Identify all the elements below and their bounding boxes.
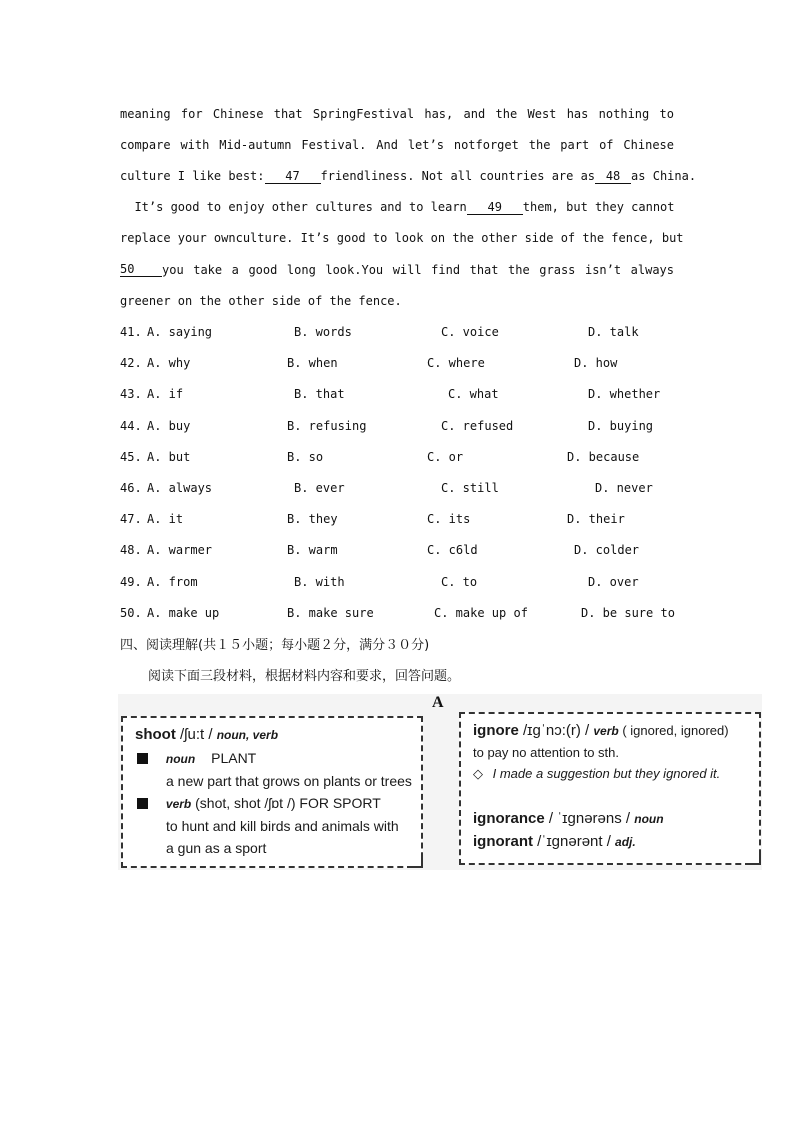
option-b: B. refusing [287, 419, 367, 433]
option-c: C. where [427, 356, 485, 370]
option-d: D. colder [574, 543, 640, 557]
option-d: D. their [567, 512, 625, 526]
option-b: B. ever [294, 481, 345, 495]
option-d: D. whether [588, 387, 661, 401]
verb-definition-line-1: to hunt and kill birds and animals with [166, 818, 399, 834]
verb-tag: verb [165, 797, 192, 811]
option-c: C. to [441, 575, 478, 589]
option-a: A. warmer [147, 543, 213, 557]
question-number: 50. [120, 606, 142, 620]
related-word-adj [473, 833, 636, 850]
passage-line-1: meaning for Chinese that SpringFestival has, and the West has nothing to [120, 107, 674, 121]
pronunciation: /ʃu:t / [175, 726, 217, 743]
dictionary-entry-shoot [121, 716, 423, 868]
corner-flourish [745, 853, 761, 865]
question-number: 44. [120, 419, 142, 433]
corner-flourish [407, 856, 423, 868]
square-bullet-icon [137, 798, 148, 809]
question-number: 42. [120, 356, 142, 370]
option-c: C. make up of [434, 606, 528, 620]
option-b: B. make sure [287, 606, 374, 620]
dictionary-entry-ignore [459, 712, 761, 865]
option-c: C. voice [441, 325, 499, 339]
example [473, 766, 720, 782]
option-b: B. with [294, 575, 345, 589]
noun-sense [137, 750, 256, 766]
square-bullet-icon [137, 753, 148, 764]
part-of-speech: noun, verb [216, 728, 279, 742]
option-d: D. be sure to [581, 606, 675, 620]
blank-48: 48 [595, 170, 631, 184]
noun-tag: noun [165, 752, 196, 766]
passage-text: It’s good to enjoy other cultures and to learn [120, 200, 467, 214]
question-number: 46. [120, 481, 142, 495]
option-c: C. what [448, 387, 499, 401]
option-c: C. refused [441, 419, 514, 433]
definition: to pay no attention to sth. [473, 745, 619, 760]
passage-line-4 [120, 200, 674, 215]
option-b: B. words [294, 325, 352, 339]
section-instruction: 阅读下面三段材料，根据材料内容和要求，回答问题。 [148, 669, 461, 684]
verb-forms: (shot, shot /ʃɒt /) FOR SPORT [191, 795, 381, 811]
option-c: C. still [441, 481, 499, 495]
option-d: D. how [574, 356, 618, 370]
option-a: A. saying [147, 325, 213, 339]
figure-label: A [432, 694, 444, 711]
headword: ignore [473, 722, 519, 739]
headword: ignorance [473, 810, 545, 827]
option-d: D. over [588, 575, 639, 589]
part-of-speech: verb [593, 724, 619, 738]
option-b: B. when [287, 356, 338, 370]
blank-50: 50 [120, 263, 162, 277]
passage-line-7: greener on the other side of the fence. [120, 294, 402, 308]
option-a: A. but [147, 450, 191, 464]
passage-text: as China. [631, 169, 697, 183]
option-d: D. talk [588, 325, 639, 339]
related-word-noun [473, 810, 664, 827]
passage-line-3 [120, 169, 697, 184]
headword: ignorant [473, 833, 533, 850]
option-b: B. warm [287, 543, 338, 557]
option-a: A. it [147, 512, 184, 526]
entry-headline [473, 722, 729, 739]
question-number: 41. [120, 325, 142, 339]
option-a: A. buy [147, 419, 191, 433]
passage-text: you take a good long look.You will find that the grass isn’t always [162, 263, 674, 277]
question-number: 45. [120, 450, 142, 464]
option-a: A. why [147, 356, 191, 370]
passage-line-5: replace your ownculture. It’s good to look on the other side of the fence, but [120, 231, 684, 245]
pronunciation: /ˈɪgnərənt / [533, 833, 616, 850]
option-a: A. from [147, 575, 198, 589]
option-a: A. always [147, 481, 213, 495]
question-number: 43. [120, 387, 142, 401]
pronunciation: / ˈɪgnərəns / [544, 810, 635, 827]
option-b: B. they [287, 512, 338, 526]
blank-47: 47 [265, 170, 321, 184]
option-d: D. never [595, 481, 653, 495]
option-c: C. c6ld [427, 543, 478, 557]
diamond-bullet-icon: ◇ [473, 766, 483, 781]
passage-text: friendliness. Not all countries are as [320, 169, 596, 183]
passage-line-6 [120, 263, 674, 277]
verb-definition-line-2: a gun as a sport [166, 840, 267, 856]
question-number: 48. [120, 543, 142, 557]
option-b: B. so [287, 450, 324, 464]
noun-definition: a new part that grows on plants or trees [166, 773, 412, 789]
passage-line-2: compare with Mid-autumn Festival. And let’s notforget the part of Chinese [120, 138, 674, 152]
option-c: C. or [427, 450, 464, 464]
part-of-speech: adj. [615, 835, 636, 849]
blank-49: 49 [467, 201, 523, 215]
section-heading: 四、阅读理解(共１５小题；每小题２分，满分３０分) [120, 638, 430, 653]
option-d: D. because [567, 450, 640, 464]
passage-text: them, but they cannot [522, 200, 675, 214]
verb-forms: ( ignored, ignored) [618, 723, 729, 738]
entry-headline [135, 726, 278, 743]
question-number: 49. [120, 575, 142, 589]
verb-sense [137, 795, 381, 811]
option-a: A. if [147, 387, 184, 401]
option-b: B. that [294, 387, 345, 401]
pronunciation: /ɪgˈnɔ:(r) / [518, 722, 594, 739]
passage-text: culture I like best: [120, 169, 265, 183]
noun-sense-label: PLANT [211, 750, 257, 766]
question-number: 47. [120, 512, 142, 526]
option-d: D. buying [588, 419, 654, 433]
option-a: A. make up [147, 606, 220, 620]
part-of-speech: noun [634, 812, 664, 826]
headword: shoot [135, 726, 176, 743]
example-sentence: I made a suggestion but they ignored it. [492, 766, 721, 781]
option-c: C. its [427, 512, 471, 526]
